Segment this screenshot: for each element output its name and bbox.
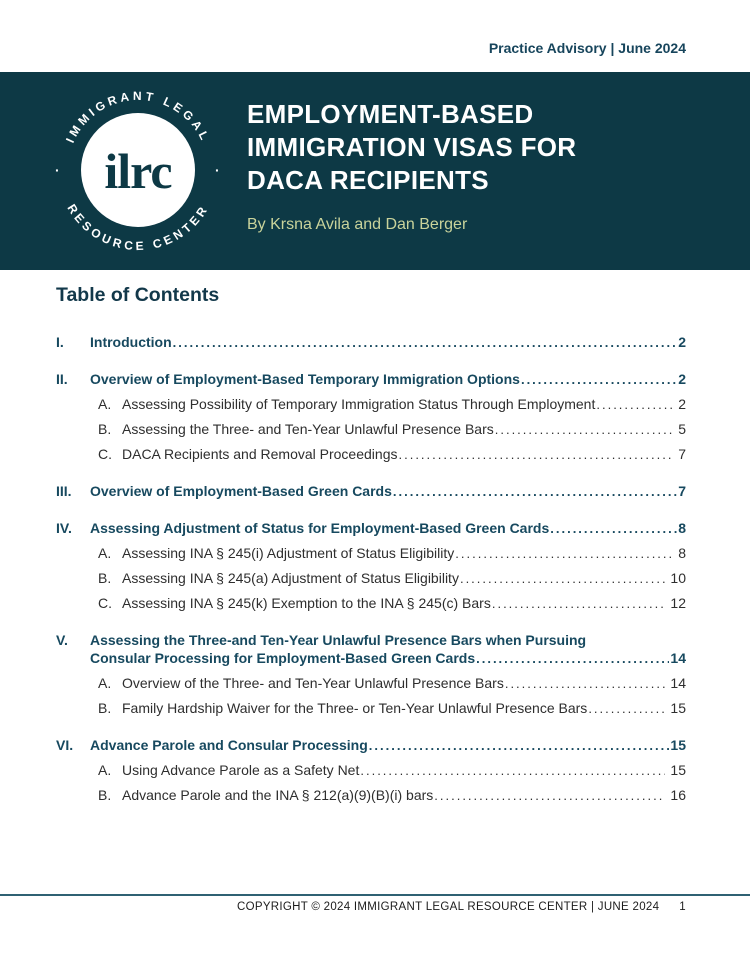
toc-row-title: Consular Processing for Employment-Based Green Cards — [90, 650, 476, 666]
toc-page-number: 14 — [670, 650, 686, 666]
toc-page-number: 8 — [678, 520, 686, 536]
toc-row[interactable] — [56, 395, 686, 414]
table-of-contents — [56, 315, 686, 805]
toc-row-title: Assessing the Three- and Ten-Year Unlawful Presence Bars — [122, 421, 494, 437]
footer-page-number: 1 — [679, 901, 686, 913]
header-band — [0, 72, 750, 270]
toc-row-num: II. — [56, 371, 68, 387]
toc-row-num: B. — [98, 421, 112, 437]
toc-row-num: I. — [56, 334, 64, 350]
footer-rule — [0, 894, 750, 896]
toc-row[interactable] — [56, 420, 686, 439]
toc-row-num: C. — [98, 595, 112, 611]
toc-row[interactable] — [56, 569, 686, 588]
toc-row[interactable] — [56, 445, 686, 464]
byline: By Krsna Avila and Dan Berger — [247, 216, 468, 233]
toc-row[interactable] — [56, 674, 686, 693]
toc-page-number: 5 — [678, 421, 686, 437]
toc-row-title: Assessing INA § 245(k) Exemption to the INA § 245(c) Bars — [122, 595, 491, 611]
toc-leader-dots — [398, 445, 673, 464]
practice-advisory-tagline: Practice Advisory | June 2024 — [488, 40, 686, 56]
toc-page-number: 7 — [678, 446, 686, 462]
toc-row[interactable] — [56, 699, 686, 718]
toc-leader-dots — [393, 482, 677, 501]
toc-leader-dots — [434, 786, 665, 805]
title-line: IMMIGRATION VISAS FOR — [247, 132, 577, 162]
toc-leader-dots — [455, 544, 673, 563]
toc-row[interactable] — [56, 649, 686, 668]
toc-page-number: 14 — [670, 675, 686, 691]
toc-row[interactable] — [56, 736, 686, 755]
toc-row-title: Advance Parole and the INA § 212(a)(9)(B)(i) bars — [122, 787, 434, 803]
logo-ring-dot-right: · — [215, 162, 220, 178]
document-title — [247, 98, 576, 197]
logo-ring-text-top: IMMIGRANT LEGAL — [63, 88, 213, 146]
toc-leader-dots — [505, 674, 666, 693]
toc-row[interactable] — [56, 761, 686, 780]
ilrc-logo — [50, 82, 226, 258]
toc-row-title: Advance Parole and Consular Processing — [90, 737, 368, 753]
toc-page-number: 15 — [670, 700, 686, 716]
toc-row-num: A. — [98, 675, 112, 691]
toc-row[interactable] — [56, 370, 686, 389]
toc-row[interactable] — [56, 482, 686, 501]
toc-row-num: V. — [56, 632, 68, 648]
toc-leader-dots — [596, 395, 673, 414]
toc-row[interactable] — [56, 594, 686, 613]
toc-leader-dots — [550, 519, 677, 538]
toc-leader-dots — [521, 370, 677, 389]
toc-row-title: Overview of Employment-Based Temporary Immigration Options — [90, 371, 520, 387]
toc-leader-dots — [173, 333, 678, 352]
footer-copyright: COPYRIGHT © 2024 IMMIGRANT LEGAL RESOURCE CENTER | JUNE 2024 — [237, 901, 660, 913]
toc-row-title: Assessing Adjustment of Status for Employment-Based Green Cards — [90, 520, 550, 536]
logo-ring-text-bottom: RESOURCE CENTER — [64, 201, 212, 254]
toc-row-num: B. — [98, 700, 112, 716]
toc-leader-dots — [588, 699, 665, 718]
toc-page-number: 15 — [670, 762, 686, 778]
title-line: DACA RECIPIENTS — [247, 165, 489, 195]
toc-leader-dots — [369, 736, 670, 755]
toc-row-title: Introduction — [90, 334, 172, 350]
toc-page-number: 12 — [670, 595, 686, 611]
toc-page-number: 2 — [678, 334, 686, 350]
toc-leader-dots — [476, 649, 669, 668]
toc-page-number: 16 — [670, 787, 686, 803]
title-line: EMPLOYMENT-BASED — [247, 99, 534, 129]
toc-row-num: B. — [98, 787, 112, 803]
toc-row-title: Overview of the Three- and Ten-Year Unlawful Presence Bars — [122, 675, 504, 691]
toc-page-number: 10 — [670, 570, 686, 586]
toc-heading: Table of Contents — [56, 284, 220, 306]
toc-page-number: 2 — [678, 396, 686, 412]
toc-row-num: III. — [56, 483, 72, 499]
toc-row-num: VI. — [56, 737, 74, 753]
toc-row-title: Family Hardship Waiver for the Three- or Ten-Year Unlawful Presence Bars — [122, 700, 588, 716]
toc-row[interactable] — [56, 544, 686, 563]
toc-row-num: A. — [98, 396, 112, 412]
toc-row-title: Overview of Employment-Based Green Cards — [90, 483, 392, 499]
toc-row[interactable] — [56, 333, 686, 352]
toc-row-title: Using Advance Parole as a Safety Net — [122, 762, 360, 778]
toc-row-num: IV. — [56, 520, 72, 536]
toc-row-num: C. — [98, 446, 112, 462]
toc-row-title: Assessing Possibility of Temporary Immigration Status Through Employment — [122, 396, 596, 412]
toc-row-title: Assessing the Three-and Ten-Year Unlawful Presence Bars when Pursuing — [90, 632, 587, 648]
toc-row[interactable] — [56, 519, 686, 538]
toc-page-number: 2 — [678, 371, 686, 387]
toc-page-number: 8 — [678, 545, 686, 561]
toc-leader-dots — [495, 420, 673, 439]
toc-leader-dots — [492, 594, 666, 613]
toc-row-num: A. — [98, 545, 112, 561]
toc-page-number: 15 — [670, 737, 686, 753]
toc-row-title: Assessing INA § 245(i) Adjustment of Status Eligibility — [122, 545, 455, 561]
toc-row[interactable] — [56, 786, 686, 805]
toc-page-number: 7 — [678, 483, 686, 499]
toc-leader-dots — [360, 761, 665, 780]
toc-row-title: DACA Recipients and Removal Proceedings — [122, 446, 398, 462]
logo-wordmark: ilrc — [104, 143, 172, 199]
toc-row[interactable] — [56, 631, 686, 649]
toc-row-num: A. — [98, 762, 112, 778]
toc-leader-dots — [460, 569, 665, 588]
footer — [0, 901, 686, 913]
logo-ring-dot-left: · — [55, 162, 60, 178]
toc-row-title: Assessing INA § 245(a) Adjustment of Status Eligibility — [122, 570, 459, 586]
toc-row-num: B. — [98, 570, 112, 586]
